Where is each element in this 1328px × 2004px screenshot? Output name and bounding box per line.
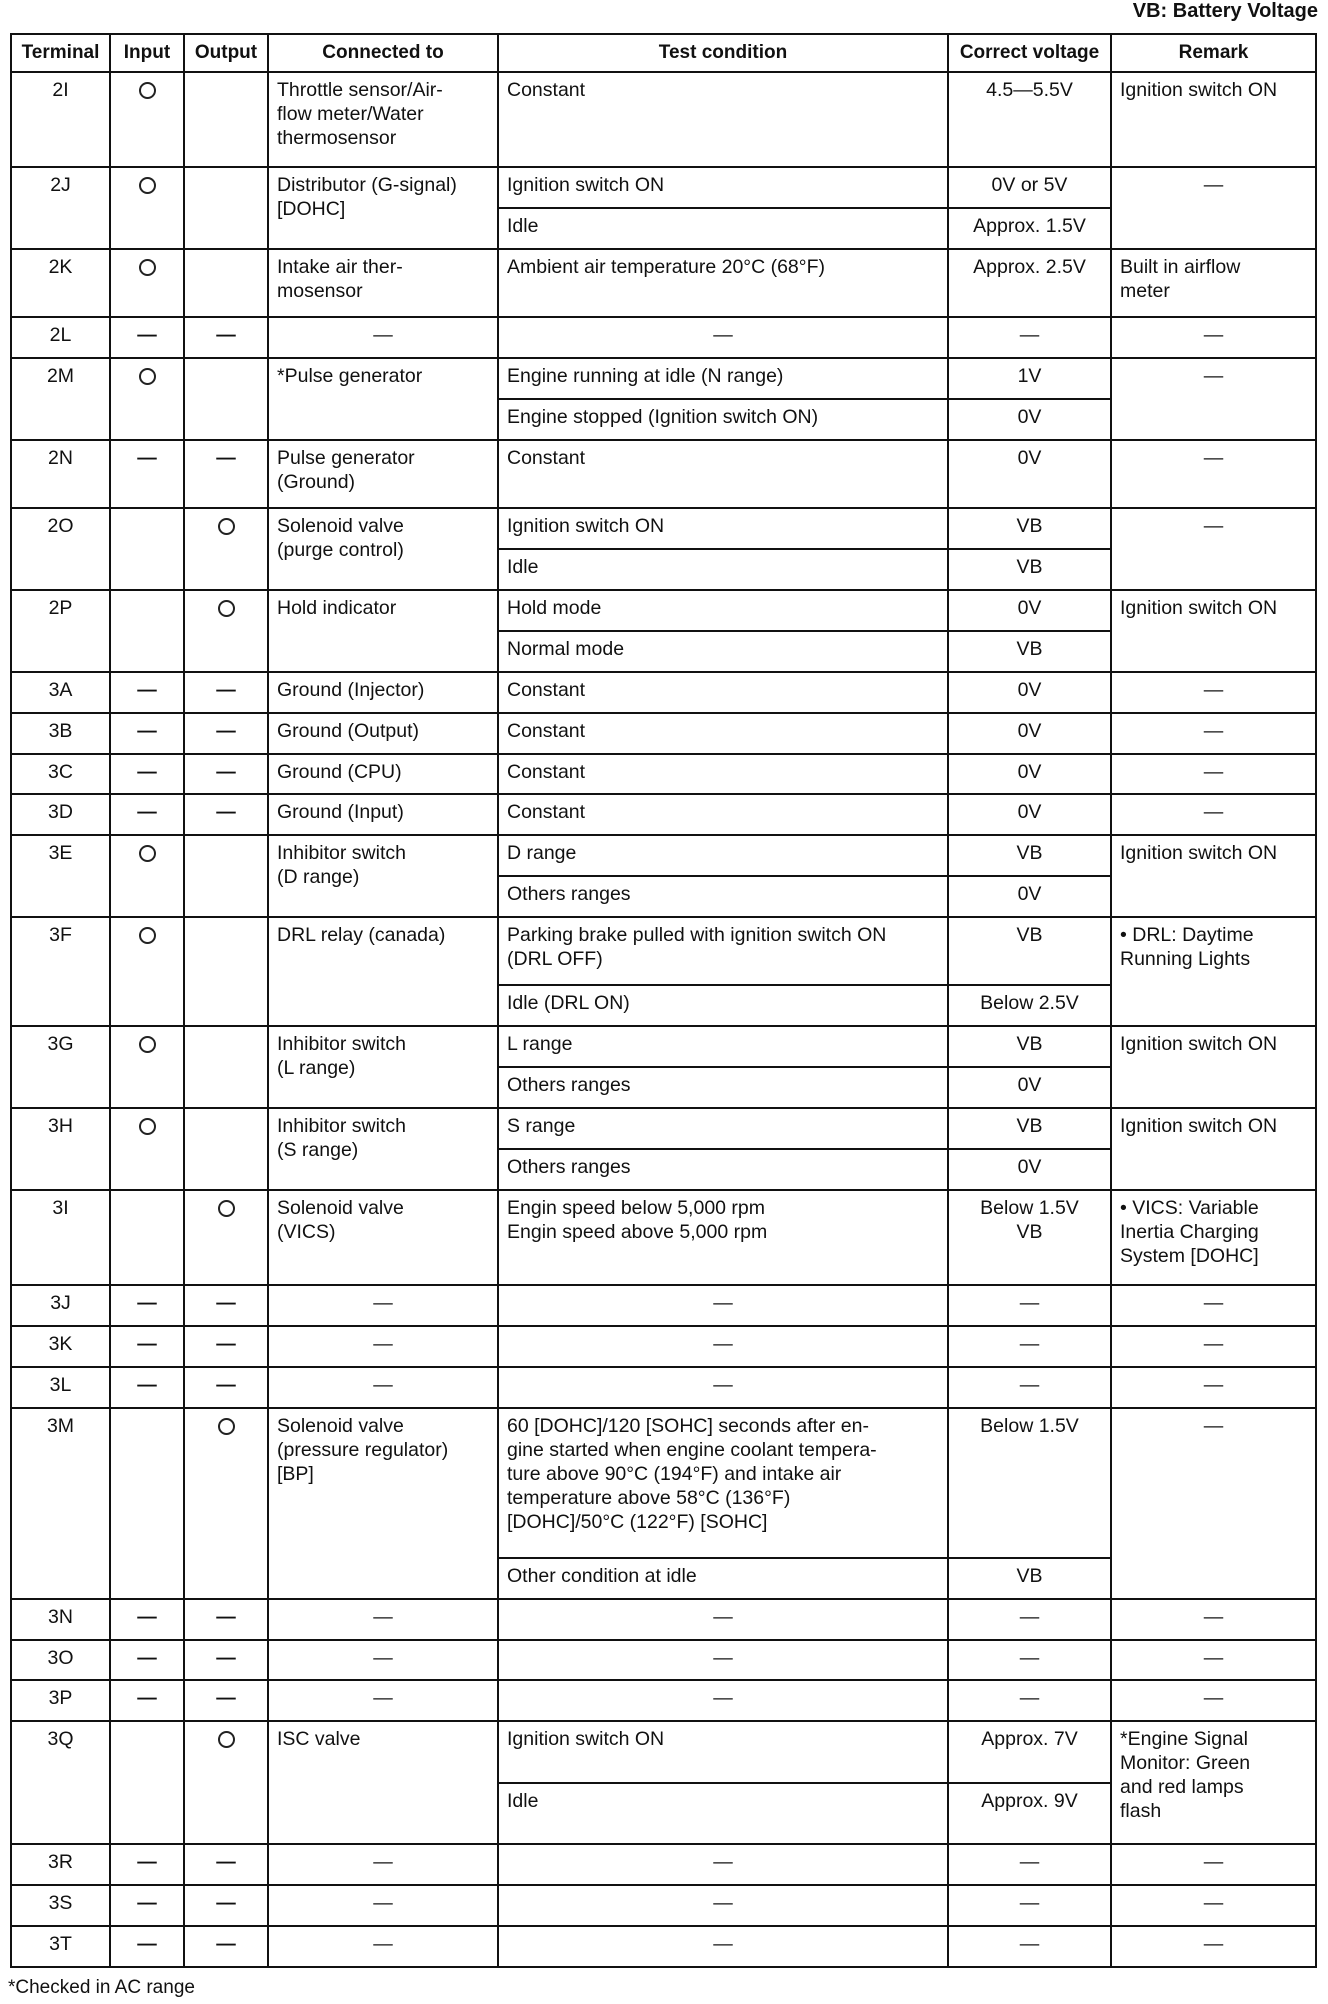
header-correct-voltage: Correct voltage bbox=[948, 34, 1111, 72]
terminal-id: 3N bbox=[11, 1599, 110, 1640]
test-condition: — bbox=[498, 1326, 948, 1367]
test-condition: Constant bbox=[498, 72, 948, 167]
table-row bbox=[11, 508, 1316, 549]
input-circle-icon bbox=[139, 82, 156, 99]
input-mark bbox=[110, 794, 184, 835]
connected-to: Ground (Input) bbox=[268, 794, 498, 835]
remark: — bbox=[1111, 317, 1316, 358]
input-mark bbox=[110, 1190, 184, 1285]
table-header-row bbox=[11, 34, 1316, 72]
connected-to: Distributor (G-signal) [DOHC] bbox=[268, 167, 498, 249]
terminal-id: 2N bbox=[11, 440, 110, 508]
remark: — bbox=[1111, 167, 1316, 249]
output-mark bbox=[184, 1285, 268, 1326]
terminal-id: 3K bbox=[11, 1326, 110, 1367]
output-mark bbox=[184, 72, 268, 167]
table-row bbox=[11, 72, 1316, 167]
remark: — bbox=[1111, 1885, 1316, 1926]
table-row bbox=[11, 1190, 1316, 1285]
output-dash: — bbox=[216, 447, 236, 470]
output-circle-icon bbox=[218, 1418, 235, 1435]
connected-to: ISC valve bbox=[268, 1721, 498, 1844]
input-circle-icon bbox=[139, 368, 156, 385]
test-condition: — bbox=[498, 1640, 948, 1681]
correct-voltage: 0V bbox=[948, 876, 1111, 917]
output-mark bbox=[184, 713, 268, 754]
remark: — bbox=[1111, 1680, 1316, 1721]
input-mark bbox=[110, 358, 184, 440]
table-row bbox=[11, 754, 1316, 795]
test-condition: Idle bbox=[498, 208, 948, 249]
correct-voltage: 0V bbox=[948, 1067, 1111, 1108]
test-condition: Engine stopped (Ignition switch ON) bbox=[498, 399, 948, 440]
input-circle-icon bbox=[139, 177, 156, 194]
connected-to: Solenoid valve (purge control) bbox=[268, 508, 498, 590]
remark: — bbox=[1111, 508, 1316, 590]
correct-voltage: Approx. 1.5V bbox=[948, 208, 1111, 249]
correct-voltage: 0V bbox=[948, 440, 1111, 508]
output-dash: — bbox=[216, 1605, 236, 1628]
terminal-id: 2I bbox=[11, 72, 110, 167]
input-mark bbox=[110, 1408, 184, 1599]
input-mark bbox=[110, 590, 184, 672]
output-mark bbox=[184, 167, 268, 249]
test-condition: Others ranges bbox=[498, 1149, 948, 1190]
output-mark bbox=[184, 1885, 268, 1926]
terminal-id: 2P bbox=[11, 590, 110, 672]
remark: — bbox=[1111, 1326, 1316, 1367]
terminal-id: 3L bbox=[11, 1367, 110, 1408]
input-dash: — bbox=[137, 1333, 157, 1356]
output-circle-icon bbox=[218, 1200, 235, 1217]
test-condition: Others ranges bbox=[498, 1067, 948, 1108]
correct-voltage: VB bbox=[948, 1026, 1111, 1067]
output-mark bbox=[184, 317, 268, 358]
terminal-id: 2M bbox=[11, 358, 110, 440]
test-condition: — bbox=[498, 1367, 948, 1408]
test-condition: Idle (DRL ON) bbox=[498, 985, 948, 1026]
input-dash: — bbox=[137, 1373, 157, 1396]
correct-voltage: — bbox=[948, 1680, 1111, 1721]
output-mark bbox=[184, 590, 268, 672]
input-mark bbox=[110, 1285, 184, 1326]
terminal-id: 3O bbox=[11, 1640, 110, 1681]
input-circle-icon bbox=[139, 1118, 156, 1135]
test-condition: 60 [DOHC]/120 [SOHC] seconds after en- gine started when engine coolant tempera- ture above 90°C (194°F) and intake air temperature above 58°C (136°F) [DOHC]/50°C (122°F) [SOHC] bbox=[498, 1408, 948, 1558]
output-dash: — bbox=[216, 801, 236, 824]
correct-voltage: — bbox=[948, 1885, 1111, 1926]
input-mark bbox=[110, 167, 184, 249]
correct-voltage: 0V bbox=[948, 399, 1111, 440]
terminal-id: 3D bbox=[11, 794, 110, 835]
table-row bbox=[11, 167, 1316, 208]
table-row bbox=[11, 1640, 1316, 1681]
connected-to: — bbox=[268, 1680, 498, 1721]
correct-voltage: 4.5—5.5V bbox=[948, 72, 1111, 167]
output-dash: — bbox=[216, 719, 236, 742]
test-condition: Idle bbox=[498, 549, 948, 590]
table-row bbox=[11, 317, 1316, 358]
input-mark bbox=[110, 917, 184, 1026]
connected-to: Ground (Injector) bbox=[268, 672, 498, 713]
test-condition: Idle bbox=[498, 1783, 948, 1844]
terminal-id: 3R bbox=[11, 1844, 110, 1885]
correct-voltage: Below 2.5V bbox=[948, 985, 1111, 1026]
input-mark bbox=[110, 1108, 184, 1190]
correct-voltage: — bbox=[948, 1926, 1111, 1967]
correct-voltage: VB bbox=[948, 835, 1111, 876]
output-mark bbox=[184, 794, 268, 835]
connected-to: Hold indicator bbox=[268, 590, 498, 672]
correct-voltage: 0V bbox=[948, 713, 1111, 754]
input-dash: — bbox=[137, 324, 157, 347]
input-mark bbox=[110, 1926, 184, 1967]
correct-voltage: 0V bbox=[948, 1149, 1111, 1190]
output-dash: — bbox=[216, 760, 236, 783]
header-connected-to: Connected to bbox=[268, 34, 498, 72]
terminal-id: 3F bbox=[11, 917, 110, 1026]
correct-voltage: Approx. 7V bbox=[948, 1721, 1111, 1782]
output-mark bbox=[184, 1190, 268, 1285]
correct-voltage: VB bbox=[948, 1558, 1111, 1599]
correct-voltage: VB bbox=[948, 549, 1111, 590]
input-mark bbox=[110, 317, 184, 358]
terminal-id: 3J bbox=[11, 1285, 110, 1326]
table-row bbox=[11, 713, 1316, 754]
table-body bbox=[11, 72, 1316, 1967]
output-mark bbox=[184, 917, 268, 1026]
correct-voltage: — bbox=[948, 1599, 1111, 1640]
output-circle-icon bbox=[218, 600, 235, 617]
input-mark bbox=[110, 249, 184, 317]
test-condition: Constant bbox=[498, 713, 948, 754]
test-condition: S range bbox=[498, 1108, 948, 1149]
input-mark bbox=[110, 672, 184, 713]
test-condition: — bbox=[498, 1926, 948, 1967]
connected-to: Throttle sensor/Air- flow meter/Water thermosensor bbox=[268, 72, 498, 167]
input-dash: — bbox=[137, 678, 157, 701]
terminal-id: 2L bbox=[11, 317, 110, 358]
table-row bbox=[11, 1108, 1316, 1149]
terminal-id: 3M bbox=[11, 1408, 110, 1599]
output-mark bbox=[184, 672, 268, 713]
output-mark bbox=[184, 1680, 268, 1721]
output-dash: — bbox=[216, 1891, 236, 1914]
header-test-condition: Test condition bbox=[498, 34, 948, 72]
test-condition: Engine running at idle (N range) bbox=[498, 358, 948, 399]
connected-to: — bbox=[268, 317, 498, 358]
table-row bbox=[11, 1599, 1316, 1640]
test-condition: Ignition switch ON bbox=[498, 167, 948, 208]
terminal-id: 2O bbox=[11, 508, 110, 590]
table-row bbox=[11, 440, 1316, 508]
input-mark bbox=[110, 835, 184, 917]
terminal-id: 3Q bbox=[11, 1721, 110, 1844]
table-row bbox=[11, 358, 1316, 399]
output-dash: — bbox=[216, 678, 236, 701]
input-circle-icon bbox=[139, 927, 156, 944]
table-row bbox=[11, 1844, 1316, 1885]
output-mark bbox=[184, 1026, 268, 1108]
connected-to: — bbox=[268, 1285, 498, 1326]
correct-voltage: — bbox=[948, 1367, 1111, 1408]
correct-voltage: Approx. 9V bbox=[948, 1783, 1111, 1844]
table-row bbox=[11, 1285, 1316, 1326]
header-input: Input bbox=[110, 34, 184, 72]
correct-voltage: Below 1.5V bbox=[948, 1408, 1111, 1558]
connected-to: Ground (Output) bbox=[268, 713, 498, 754]
connected-to: *Pulse generator bbox=[268, 358, 498, 440]
output-dash: — bbox=[216, 1333, 236, 1356]
output-mark bbox=[184, 1326, 268, 1367]
connected-to: Solenoid valve (pressure regulator) [BP] bbox=[268, 1408, 498, 1599]
remark: — bbox=[1111, 1367, 1316, 1408]
remark: *Engine Signal Monitor: Green and red lamps flash bbox=[1111, 1721, 1316, 1844]
output-mark bbox=[184, 1108, 268, 1190]
output-mark bbox=[184, 508, 268, 590]
connected-to: — bbox=[268, 1885, 498, 1926]
header-output: Output bbox=[184, 34, 268, 72]
table-row bbox=[11, 835, 1316, 876]
remark: Ignition switch ON bbox=[1111, 590, 1316, 672]
output-dash: — bbox=[216, 1687, 236, 1710]
remark: Built in airflow meter bbox=[1111, 249, 1316, 317]
input-mark bbox=[110, 1844, 184, 1885]
test-condition: Others ranges bbox=[498, 876, 948, 917]
test-condition: Parking brake pulled with ignition switch ON (DRL OFF) bbox=[498, 917, 948, 985]
correct-voltage: 0V bbox=[948, 754, 1111, 795]
table-row bbox=[11, 1680, 1316, 1721]
test-condition: — bbox=[498, 1599, 948, 1640]
connected-to: Ground (CPU) bbox=[268, 754, 498, 795]
input-mark bbox=[110, 1680, 184, 1721]
remark: — bbox=[1111, 1844, 1316, 1885]
test-condition: Constant bbox=[498, 754, 948, 795]
remark: — bbox=[1111, 440, 1316, 508]
connected-to: Inhibitor switch (S range) bbox=[268, 1108, 498, 1190]
output-mark bbox=[184, 1721, 268, 1844]
output-mark bbox=[184, 835, 268, 917]
input-mark bbox=[110, 754, 184, 795]
terminal-id: 3H bbox=[11, 1108, 110, 1190]
input-mark bbox=[110, 713, 184, 754]
test-condition: — bbox=[498, 1885, 948, 1926]
test-condition: L range bbox=[498, 1026, 948, 1067]
correct-voltage: Below 1.5V VB bbox=[948, 1190, 1111, 1285]
test-condition: Ignition switch ON bbox=[498, 1721, 948, 1782]
remark: — bbox=[1111, 1408, 1316, 1599]
terminal-id: 3G bbox=[11, 1026, 110, 1108]
remark: Ignition switch ON bbox=[1111, 1026, 1316, 1108]
remark: — bbox=[1111, 1285, 1316, 1326]
input-circle-icon bbox=[139, 1036, 156, 1053]
terminal-id: 3E bbox=[11, 835, 110, 917]
output-dash: — bbox=[216, 1646, 236, 1669]
terminal-id: 3P bbox=[11, 1680, 110, 1721]
test-condition: Constant bbox=[498, 672, 948, 713]
legend-battery-voltage: VB: Battery Voltage bbox=[1132, 0, 1318, 22]
input-dash: — bbox=[137, 760, 157, 783]
table-row bbox=[11, 1408, 1316, 1558]
remark: • VICS: Variable Inertia Charging System [DOHC] bbox=[1111, 1190, 1316, 1285]
connected-to: Inhibitor switch (D range) bbox=[268, 835, 498, 917]
remark: — bbox=[1111, 1640, 1316, 1681]
output-dash: — bbox=[216, 1851, 236, 1873]
terminal-id: 3T bbox=[11, 1926, 110, 1967]
header-terminal: Terminal bbox=[11, 34, 110, 72]
input-mark bbox=[110, 1640, 184, 1681]
correct-voltage: 0V bbox=[948, 590, 1111, 631]
remark: Ignition switch ON bbox=[1111, 1108, 1316, 1190]
input-circle-icon bbox=[139, 259, 156, 276]
terminal-id: 3I bbox=[11, 1190, 110, 1285]
input-mark bbox=[110, 72, 184, 167]
terminal-id: 2K bbox=[11, 249, 110, 317]
terminal-id: 2J bbox=[11, 167, 110, 249]
correct-voltage: — bbox=[948, 317, 1111, 358]
terminal-id: 3C bbox=[11, 754, 110, 795]
table-row bbox=[11, 590, 1316, 631]
connected-to: Solenoid valve (VICS) bbox=[268, 1190, 498, 1285]
correct-voltage: VB bbox=[948, 508, 1111, 549]
connected-to: Intake air ther- mosensor bbox=[268, 249, 498, 317]
connected-to: — bbox=[268, 1599, 498, 1640]
input-mark bbox=[110, 508, 184, 590]
input-dash: — bbox=[137, 1646, 157, 1669]
table-row bbox=[11, 1885, 1316, 1926]
input-mark bbox=[110, 1721, 184, 1844]
table-row bbox=[11, 249, 1316, 317]
remark: • DRL: Daytime Running Lights bbox=[1111, 917, 1316, 1026]
output-mark bbox=[184, 249, 268, 317]
test-condition: Engin speed below 5,000 rpm Engin speed above 5,000 rpm bbox=[498, 1190, 948, 1285]
connected-to: — bbox=[268, 1367, 498, 1408]
table-row bbox=[11, 1926, 1316, 1967]
table-row bbox=[11, 917, 1316, 985]
terminal-voltage-table bbox=[10, 33, 1317, 1968]
input-mark bbox=[110, 1326, 184, 1367]
test-condition: Constant bbox=[498, 440, 948, 508]
remark: — bbox=[1111, 1926, 1316, 1967]
output-mark bbox=[184, 1599, 268, 1640]
test-condition: — bbox=[498, 1285, 948, 1326]
output-mark bbox=[184, 1640, 268, 1681]
input-circle-icon bbox=[139, 845, 156, 862]
output-dash: — bbox=[216, 1373, 236, 1396]
output-dash: — bbox=[216, 1292, 236, 1315]
correct-voltage: — bbox=[948, 1285, 1111, 1326]
input-dash: — bbox=[137, 719, 157, 742]
correct-voltage: — bbox=[948, 1640, 1111, 1681]
correct-voltage: — bbox=[948, 1844, 1111, 1885]
remark: Ignition switch ON bbox=[1111, 835, 1316, 917]
output-dash: — bbox=[216, 1932, 236, 1955]
output-mark bbox=[184, 1926, 268, 1967]
footnote: *Checked in AC range bbox=[8, 1977, 195, 1998]
remark: — bbox=[1111, 794, 1316, 835]
input-dash: — bbox=[137, 447, 157, 470]
output-mark bbox=[184, 1408, 268, 1599]
output-circle-icon bbox=[218, 518, 235, 535]
terminal-id: 3S bbox=[11, 1885, 110, 1926]
output-mark bbox=[184, 440, 268, 508]
input-mark bbox=[110, 1367, 184, 1408]
remark: — bbox=[1111, 754, 1316, 795]
connected-to: — bbox=[268, 1326, 498, 1367]
correct-voltage: VB bbox=[948, 917, 1111, 985]
connected-to: — bbox=[268, 1926, 498, 1967]
connected-to: Pulse generator (Ground) bbox=[268, 440, 498, 508]
input-dash: — bbox=[137, 1891, 157, 1914]
remark: Ignition switch ON bbox=[1111, 72, 1316, 167]
connected-to: — bbox=[268, 1640, 498, 1681]
output-circle-icon bbox=[218, 1731, 235, 1748]
table-row bbox=[11, 1326, 1316, 1367]
output-dash: — bbox=[216, 324, 236, 347]
remark: — bbox=[1111, 358, 1316, 440]
correct-voltage: 0V bbox=[948, 794, 1111, 835]
table-row bbox=[11, 794, 1316, 835]
test-condition: Constant bbox=[498, 794, 948, 835]
correct-voltage: 1V bbox=[948, 358, 1111, 399]
input-mark bbox=[110, 1026, 184, 1108]
correct-voltage: — bbox=[948, 1326, 1111, 1367]
test-condition: Other condition at idle bbox=[498, 1558, 948, 1599]
correct-voltage: VB bbox=[948, 1108, 1111, 1149]
input-mark bbox=[110, 1885, 184, 1926]
input-mark bbox=[110, 440, 184, 508]
header-remark: Remark bbox=[1111, 34, 1316, 72]
test-condition: Hold mode bbox=[498, 590, 948, 631]
test-condition: Ambient air temperature 20°C (68°F) bbox=[498, 249, 948, 317]
input-dash: — bbox=[137, 1687, 157, 1710]
correct-voltage: Approx. 2.5V bbox=[948, 249, 1111, 317]
input-mark bbox=[110, 1599, 184, 1640]
correct-voltage: VB bbox=[948, 631, 1111, 672]
table-row bbox=[11, 1721, 1316, 1782]
test-condition: — bbox=[498, 1844, 948, 1885]
remark: — bbox=[1111, 713, 1316, 754]
terminal-id: 3A bbox=[11, 672, 110, 713]
input-dash: — bbox=[137, 1851, 157, 1873]
input-dash: — bbox=[137, 1605, 157, 1628]
table-row bbox=[11, 1026, 1316, 1067]
input-dash: — bbox=[137, 801, 157, 824]
table-row bbox=[11, 672, 1316, 713]
test-condition: D range bbox=[498, 835, 948, 876]
table-row bbox=[11, 1367, 1316, 1408]
output-mark bbox=[184, 358, 268, 440]
test-condition: Ignition switch ON bbox=[498, 508, 948, 549]
connected-to: — bbox=[268, 1844, 498, 1885]
remark: — bbox=[1111, 672, 1316, 713]
input-dash: — bbox=[137, 1292, 157, 1315]
remark: — bbox=[1111, 1599, 1316, 1640]
terminal-id: 3B bbox=[11, 713, 110, 754]
connected-to: DRL relay (canada) bbox=[268, 917, 498, 1026]
correct-voltage: 0V bbox=[948, 672, 1111, 713]
connected-to: Inhibitor switch (L range) bbox=[268, 1026, 498, 1108]
test-condition: Normal mode bbox=[498, 631, 948, 672]
output-mark bbox=[184, 1844, 268, 1885]
output-mark bbox=[184, 754, 268, 795]
input-dash: — bbox=[137, 1932, 157, 1955]
test-condition: — bbox=[498, 317, 948, 358]
correct-voltage: 0V or 5V bbox=[948, 167, 1111, 208]
test-condition: — bbox=[498, 1680, 948, 1721]
output-mark bbox=[184, 1367, 268, 1408]
